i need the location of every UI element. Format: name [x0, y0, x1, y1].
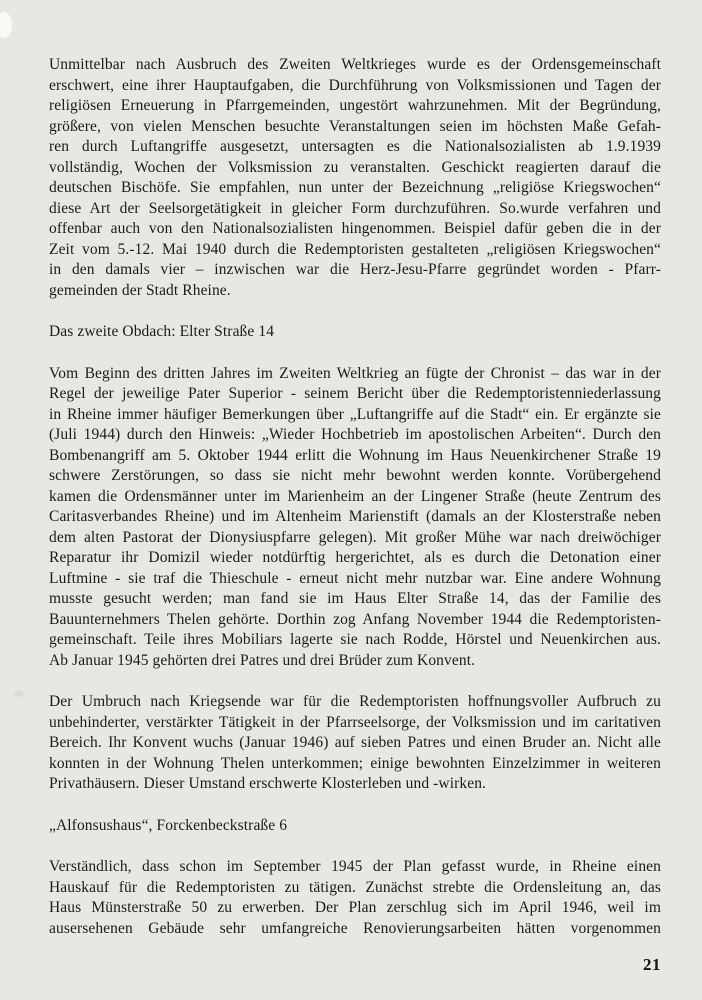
paragraph-2: [49, 364, 661, 672]
text-line: Privathäusern. Dieser Umstand erschwerte Klosterleben und -wirken.: [49, 775, 487, 792]
text-line: Bereich. Ihr Konvent wuchs (Januar 1946) auf sieben Patres und einen Bruder an. Nicht alle: [49, 734, 661, 751]
text-line: Haus Münsterstraße 50 zu erwerben. Der Plan zerschlug sich im April 1946, weil im: [49, 899, 661, 916]
text-line: offenbar auch von den Nationalsozialisten hingenommen. Beispiel dafür geben die in der: [49, 220, 661, 237]
scan-artifact-spot: [0, 12, 12, 38]
text-line: dem alten Pastorat der Dionysiuspfarre gelegen). Mit großer Mühe war nach dreiwöchiger: [49, 528, 661, 546]
text-line: schwere Zerstörungen, so dass sie nicht mehr bewohnt werden konnte. Vorübergehend: [49, 467, 661, 484]
text-line: Der Umbruch nach Kriegsende war für die Redemptoristen hoffnungsvoller Aufbruch zu: [49, 693, 661, 710]
text-line: Zeit vom 5.-12. Mai 1940 durch die Redemptoristen gestalteten „religiösen Kriegswochen“: [49, 240, 661, 258]
text-line: in den damals vier – inzwischen war die Herz-Jesu-Pfarre gegründet worden - Pfarr-: [49, 261, 661, 278]
text-line: Bauunternehmers Thelen gehörte. Dorthin zog Anfang November 1944 die Redemptoristen-: [49, 610, 661, 628]
section-heading-elter-strasse: Das zweite Obdach: Elter Straße 14: [49, 323, 275, 340]
text-line: Vom Beginn des dritten Jahres im Zweiten Weltkrieg an fügte der Chronist – das war in der: [49, 364, 661, 382]
text-line: Unmittelbar nach Ausbruch des Zweiten Weltkrieges wurde es der Ordensgemeinschaft: [49, 56, 661, 73]
text-line: Regel der jeweilige Pater Superior - seinem Bericht über die Redemptoristenniederlassung: [49, 385, 661, 402]
text-line: Reparatur ihr Domizil wieder notdürftig hergerichtet, als es durch die Detonation einer: [49, 549, 661, 566]
text-line: in Rheine immer häufiger Bemerkungen über „Luftangriffe auf die Stadt“ ein. Er ergänzte sie: [49, 405, 661, 423]
text-line: diese Art der Seelsorgetätigkeit in gleicher Form durchzuführen. So.wurde verfahren und: [49, 199, 661, 217]
text-line: musste gesucht werden; man fand sie im Haus Elter Straße 14, das der Familie des: [49, 590, 661, 607]
text-line: unbehinderter, verstärkter Tätigkeit in der Pfarrseelsorge, der Volksmission und im caritativen: [49, 713, 661, 731]
paragraph-4: [49, 857, 661, 939]
text-line: (Juli 1944) durch den Hinweis: „Wieder Hochbetrieb im apostolischen Arbeiten“. Durch den: [49, 426, 661, 443]
text-line: vollständig, Wochen der Volksmission zu veranstalten. Geschickt reagierten darauf die: [49, 158, 661, 176]
text-line: konnten in der Wohnung Thelen unterkommen; einige bewohnten Einzelzimmer in weiteren: [49, 754, 661, 772]
text-line: Luftmine - sie traf die Thieschule - erneut nicht mehr nutzbar war. Eine andere Wohnung: [49, 569, 661, 587]
text-line: Ab Januar 1945 gehörten drei Patres und drei Brüder zum Konvent.: [49, 651, 476, 669]
text-line: Caritasverbandes Rheine) und im Altenheim Marienstift (damals an der Klosterstraße neben: [49, 508, 661, 525]
text-line: ausersehenen Gebäude sehr umfangreiche Renovierungsarbeiten hätten vorgenommen: [49, 919, 661, 937]
text-line: größere, von vielen Menschen besuchte Veranstaltungen seien im höchsten Maße Gefah-: [49, 117, 661, 135]
text-line: erschwert, eine ihrer Hauptaufgaben, die Durchführung von Volksmissionen und Tagen der: [49, 76, 661, 94]
paragraph-3: [49, 692, 661, 795]
page-number: 21: [643, 955, 661, 974]
text-line: Hauskauf für die Redemptoristen zu tätigen. Zunächst strebte die Ordensleitung an, das: [49, 878, 661, 896]
text-line: gemeinden der Stadt Rheine.: [49, 281, 231, 299]
text-line: Verständlich, dass schon im September 1945 der Plan gefasst wurde, in Rheine einen: [49, 858, 661, 875]
text-line: religiösen Erneuerung in Pfarrgemeinden, ungestört wahrzunehmen. Mit der Begründung,: [49, 97, 661, 114]
paragraph-1: [49, 55, 661, 301]
text-line: deutschen Bischöfe. Sie empfahlen, nun unter der Bezeichnung „religiöse Kriegswochen“: [49, 179, 661, 196]
text-line: Bombenangriff am 5. Oktober 1944 erlitt die Wohnung im Haus Neuenkirchener Straße 19: [49, 446, 661, 464]
text-line: ren durch Luftangriffe ausgesetzt, untersagten es die Nationalsozialisten ab 1.9.1939: [49, 138, 661, 155]
text-line: kamen die Ordensmänner unter im Marienheim an der Lingener Straße (heute Zentrum des: [49, 487, 661, 505]
text-block: [49, 55, 661, 939]
text-line: gemeinschaft. Teile ihres Mobiliars lagerte sie nach Rodde, Hörstel und Neuenkirchen aus.: [49, 631, 661, 648]
scan-artifact-smudge: [14, 690, 24, 697]
section-heading-alfonsushaus: „Alfonsushaus“, Forckenbeckstraße 6: [49, 816, 288, 834]
